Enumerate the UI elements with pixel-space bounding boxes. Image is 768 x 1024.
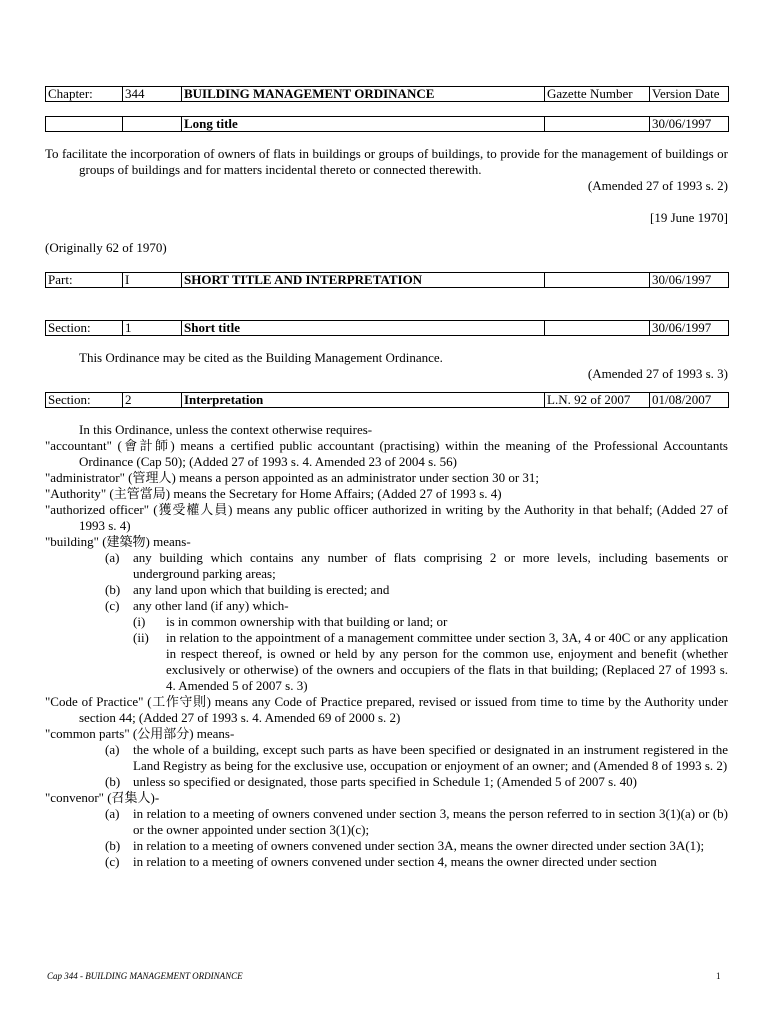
section-1-number: 1 — [123, 321, 182, 336]
chapter-title: BUILDING MANAGEMENT ORDINANCE — [182, 87, 545, 102]
part-number: I — [123, 273, 182, 288]
long-title-heading: Long title — [182, 117, 545, 132]
definition-building-item-b — [45, 582, 728, 598]
part-title: SHORT TITLE AND INTERPRETATION — [182, 273, 545, 288]
long-title-amendment: (Amended 27 of 1993 s. 2) — [587, 178, 728, 193]
definition-building-item-c-ii — [45, 630, 728, 694]
definition-authority: "Authority" (主管當局) means the Secretary for Home Affairs; (Added 27 of 1993 s. 4) — [45, 486, 502, 501]
part-gazette — [545, 273, 650, 288]
definition-convenor-item-a — [45, 806, 728, 838]
item-label: (a) — [105, 550, 120, 565]
definition-common-parts: "common parts" (公用部分) means- — [45, 726, 235, 741]
section-1-label: Section: — [46, 321, 123, 336]
definition-convenor: "convenor" (召集人)- — [45, 790, 160, 805]
sub-item-text: in relation to the appointment of a management committee under section 3, 3A, 4 or 40C or any application in respect thereof, is owned or held by any person for the common use, enjoyment and benefit (whether exclusively or otherwise) of the owners and occupiers of the flats in that building; (Replaced 27 of 1993 s. 4. Amended 5 of 2007 s. 3) — [166, 630, 728, 693]
item-label: (b) — [105, 582, 121, 597]
item-text: the whole of a building, except such parts as have been specified or designated in an instrument registered in the Land Registry as being for the exclusive use, occupation or enjoyment of an owner; and (Amended 8 of 1993 s. 2) — [133, 742, 728, 773]
item-label: (b) — [105, 838, 121, 853]
part-version-date: 30/06/1997 — [650, 273, 729, 288]
long-title-text: To facilitate the incorporation of owners of flats in buildings or groups of buildings, to provide for the management of buildings or groups of buildings and for matters incidental thereto or connected therewith. — [45, 146, 728, 177]
chapter-label: Chapter: — [46, 87, 123, 102]
sub-item-label: (i) — [133, 614, 146, 629]
item-label: (b) — [105, 774, 121, 789]
item-text: any building which contains any number of flats comprising 2 or more levels, including basements or underground parking areas; — [133, 550, 728, 581]
definition-convenor-item-b — [45, 838, 728, 854]
chapter-number: 344 — [123, 87, 182, 102]
document-page — [45, 86, 728, 870]
section-2-version-date: 01/08/2007 — [650, 393, 729, 408]
section-2-title: Interpretation — [182, 393, 545, 408]
item-text: unless so specified or designated, those parts specified in Schedule 1; (Amended 5 of 2007 s. 40) — [133, 774, 637, 789]
long-title-header-row — [45, 116, 729, 132]
part-header-row — [45, 272, 729, 288]
section-2-header-row — [45, 392, 729, 408]
chapter-header-row — [45, 86, 729, 102]
definition-building-item-c-i — [45, 614, 728, 630]
section-1-version-date: 30/06/1997 — [650, 321, 729, 336]
item-text: any other land (if any) which- — [133, 598, 289, 613]
item-text: in relation to a meeting of owners convened under section 3, means the person referred to in section 3(1)(a) or (b) or the owner appointed under section 3(1)(c); — [133, 806, 728, 837]
definition-building-item-c — [45, 598, 728, 614]
section-1-title: Short title — [182, 321, 545, 336]
definition-common-parts-item-b — [45, 774, 728, 790]
footer-page-number: 1 — [716, 971, 721, 981]
long-title-cell-2 — [123, 117, 182, 132]
footer-chapter-title: Cap 344 - BUILDING MANAGEMENT ORDINANCE — [47, 971, 243, 981]
item-text: in relation to a meeting of owners convened under section 3A, means the owner directed under section 3A(1); — [133, 838, 705, 853]
version-date-heading: Version Date — [650, 87, 729, 102]
item-label: (c) — [105, 854, 120, 869]
section-2-gazette: L.N. 92 of 2007 — [545, 393, 650, 408]
definition-code-of-practice: "Code of Practice" (工作守則) means any Code of Practice prepared, revised or issued from time to time by the Authority under section 44; (Added 27 of 1993 s. 4. Amended 69 of 2000 s. 2) — [45, 694, 728, 725]
definition-common-parts-item-a — [45, 742, 728, 774]
long-title-version-date: 30/06/1997 — [650, 117, 729, 132]
item-label: (a) — [105, 806, 120, 821]
sub-item-text: is in common ownership with that building or land; or — [166, 614, 448, 629]
long-title-cell-1 — [46, 117, 123, 132]
definition-authorized-officer: "authorized officer" (獲受權人員) means any public officer authorized in writing by the Authority in that behalf; (Added 27 of 1993 s. 4) — [45, 502, 728, 533]
definition-convenor-item-c — [45, 854, 728, 870]
section-1-text: This Ordinance may be cited as the Building Management Ordinance. — [79, 350, 443, 365]
definition-administrator: "administrator" (管理人) means a person appointed as an administrator under section 30 or 31; — [45, 470, 540, 485]
section-1-amendment: (Amended 27 of 1993 s. 3) — [587, 366, 728, 381]
section-1-gazette — [545, 321, 650, 336]
section-1-header-row — [45, 320, 729, 336]
gazette-number-heading: Gazette Number — [545, 87, 650, 102]
long-title-gazette — [545, 117, 650, 132]
item-text: in relation to a meeting of owners convened under section 4, means the owner directed under section — [133, 854, 657, 869]
definition-accountant: "accountant" (會計師) means a certified public accountant (practising) within the meaning of the Professional Accountants Ordinance (Cap 50); (Added 27 of 1993 s. 4. Amended 23 of 2004 s. 56) — [45, 438, 728, 469]
section-2-intro: In this Ordinance, unless the context otherwise requires- — [79, 422, 373, 437]
definition-building-item-a — [45, 550, 728, 582]
section-2-label: Section: — [46, 393, 123, 408]
item-label: (a) — [105, 742, 120, 757]
definition-building: "building" (建築物) means- — [45, 534, 191, 549]
item-label: (c) — [105, 598, 120, 613]
section-2-number: 2 — [123, 393, 182, 408]
commencement-date: [19 June 1970] — [650, 210, 728, 225]
part-label: Part: — [46, 273, 123, 288]
sub-item-label: (ii) — [133, 630, 149, 645]
item-text: any land upon which that building is erected; and — [133, 582, 390, 597]
originally-note: (Originally 62 of 1970) — [45, 240, 167, 255]
